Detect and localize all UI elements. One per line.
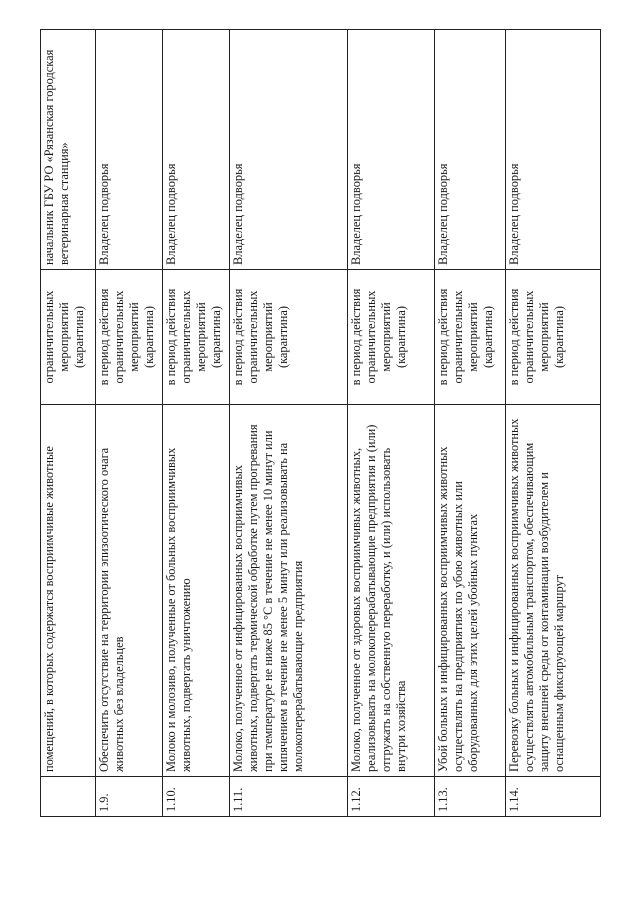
table-row — [435, 30, 506, 817]
row-number — [41, 777, 96, 817]
period-text: в период действия ограничительных мероприятий (карантина) — [435, 270, 506, 405]
period-text: в период действия ограничительных мероприятий (карантина) — [506, 270, 601, 405]
period-text: в период действия ограничительных мероприятий (карантина) — [96, 270, 163, 405]
responsible-text: Владелец подворья — [163, 30, 230, 270]
row-number: 1.12. — [348, 777, 435, 817]
table-row — [41, 30, 96, 817]
measure-text: Обеспечить отсутствие на территории эпизоотического очага животных без владельцев — [96, 405, 163, 777]
table-row — [163, 30, 230, 817]
responsible-text: Владелец подворья — [96, 30, 163, 270]
rotated-table-wrapper — [40, 30, 600, 817]
measure-text: Убой больных и инфицированных восприимчивых животных осуществлять на предприятиях по убою животных или оборудованных для этих целей убойных пунктах — [435, 405, 506, 777]
responsible-text: начальник ГБУ РО «Рязанская городская ветеринарная станция» — [41, 30, 96, 270]
responsible-text: Владелец подворья — [348, 30, 435, 270]
responsible-text: Владелец подворья — [435, 30, 506, 270]
period-text: в период действия ограничительных мероприятий (карантина) — [348, 270, 435, 405]
row-number: 1.14. — [506, 777, 601, 817]
responsible-text: Владелец подворья — [230, 30, 348, 270]
table-row — [96, 30, 163, 817]
table-row — [506, 30, 601, 817]
measure-text: Молоко и молозиво, полученные от больных восприимчивых животных, подвергать уничтожению — [163, 405, 230, 777]
row-number: 1.9. — [96, 777, 163, 817]
measures-table — [40, 29, 601, 817]
period-text: в период действия ограничительных мероприятий (карантина) — [163, 270, 230, 405]
table-row — [348, 30, 435, 817]
measure-text: Молоко, полученное от инфицированных восприимчивых животных, подвергать термической обработке путем прогревания при температуре не ниже 85 °С в течение не менее 10 минут или кипячением в течение не менее 5 минут или реализовывать на молокоперерабатывающие предприятия — [230, 405, 348, 777]
measure-text: Молоко, полученное от здоровых восприимчивых животных, реализовывать на молокоперерабатывающие предприятия и (или) отгружать на собственную переработку, и (или) использовать внутри хозяйства — [348, 405, 435, 777]
period-text: ограничительных мероприятий (карантина) — [41, 270, 96, 405]
table-row — [230, 30, 348, 817]
measure-text: Перевозку больных и инфицированных восприимчивых животных осуществлять автомобильным транспортом, обеспечивающим защиту внешней среды от контаминации возбудителем и оснащенным фиксирующей маршрут — [506, 405, 601, 777]
row-number: 1.10. — [163, 777, 230, 817]
measure-text: помещений, в которых содержатся восприимчивые животные — [41, 405, 96, 777]
responsible-text: Владелец подворья — [506, 30, 601, 270]
period-text: в период действия ограничительных мероприятий (карантина) — [230, 270, 348, 405]
row-number: 1.13. — [435, 777, 506, 817]
row-number: 1.11. — [230, 777, 348, 817]
